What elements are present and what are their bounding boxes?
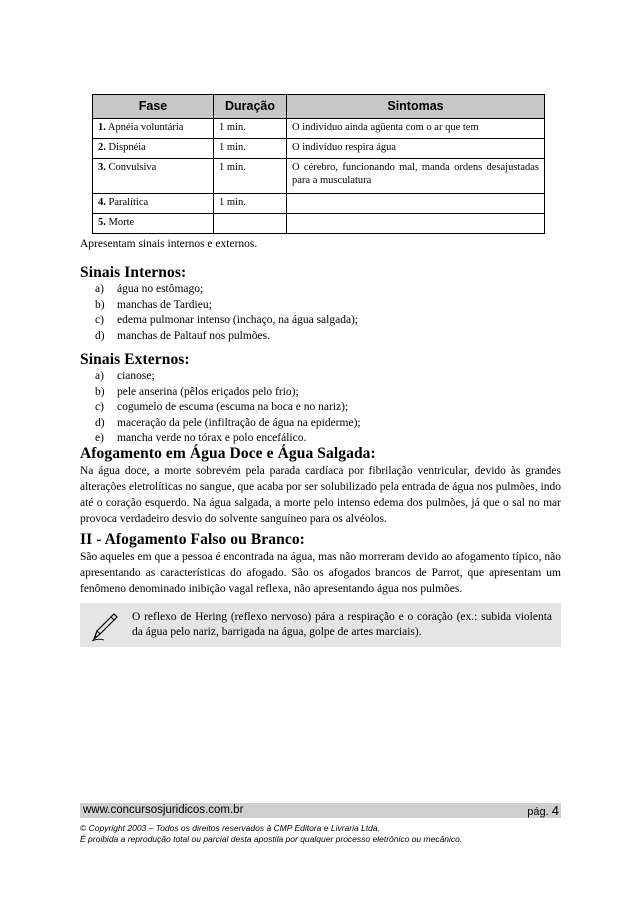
note-text: O reflexo de Hering (reflexo nervoso) pára a respiração e o coração (ex.: subida violenta da água pelo nariz, barrigada na água, golpe de artes marciais). bbox=[132, 611, 552, 638]
list-item: b) pele anserina (pêlos eriçados pelo frio); bbox=[95, 385, 299, 398]
duracao-cell: 1 min. bbox=[214, 119, 287, 139]
list-item: e) mancha verde no tórax e polo encefálico. bbox=[95, 432, 307, 444]
header-sintomas: Sintomas bbox=[287, 95, 545, 119]
header-duracao: Duração bbox=[214, 95, 287, 119]
pen-icon bbox=[88, 609, 122, 643]
footer-site-link[interactable]: www.concursosjuridicos.com.br bbox=[83, 804, 244, 816]
falso-paragraph: São aqueles em que a pessoa é encontrada na água, mas não morreram devido ao afogamento típico, não apresentando as características do afogado. São os afogados brancos de Parrot, que apresentam um fenômeno denominado inibição vagal reflexa, não apresentando água nos pulmões. bbox=[80, 551, 561, 595]
list-item: a) cianose; bbox=[95, 370, 155, 382]
duracao-cell: 1 min. bbox=[214, 194, 287, 214]
section-title-afogamento: Afogamento em Água Doce e Água Salgada: bbox=[80, 445, 376, 462]
sintomas-cell: O indivíduo ainda agüenta com o ar que tem bbox=[287, 119, 545, 139]
externos-list bbox=[95, 369, 361, 447]
header-fase: Fase bbox=[93, 95, 214, 119]
intro-text: Apresentam sinais internos e externos. bbox=[80, 238, 258, 250]
fase-cell: 5. Morte bbox=[93, 214, 214, 234]
phases-table bbox=[92, 94, 545, 234]
note-box bbox=[80, 603, 561, 647]
internos-list bbox=[95, 282, 358, 344]
table-row bbox=[93, 159, 545, 194]
table-row bbox=[93, 139, 545, 159]
copyright-text: © Copyright 2003 – Todos os direitos reservados à CMP Editora e Livraria Ltda. bbox=[80, 823, 380, 833]
reproduction-notice: É proibida a reprodução total ou parcial desta apostila por qualquer processo eletrônico ou mecânico. bbox=[80, 834, 463, 844]
list-item: c) edema pulmonar intenso (inchaço, na água salgada); bbox=[95, 314, 359, 326]
table-row bbox=[93, 119, 545, 139]
list-item: d) manchas de Paltauf nos pulmões. bbox=[95, 329, 270, 342]
fase-cell: 1. Apnéia voluntária bbox=[93, 119, 214, 139]
list-item: d) maceração da pele (infiltração de água na epiderme); bbox=[95, 416, 361, 429]
list-item: a) água no estômago; bbox=[95, 283, 204, 295]
duracao-cell: 1 min. bbox=[214, 139, 287, 159]
sintomas-cell bbox=[287, 194, 545, 214]
table-row bbox=[93, 194, 545, 214]
table-header-row bbox=[93, 95, 545, 119]
page-number: pág. 4 bbox=[527, 803, 559, 818]
duracao-cell bbox=[214, 214, 287, 234]
fase-cell: 2. Dispnéia bbox=[93, 139, 214, 159]
afogamento-paragraph: Na água doce, a morte sobrevém pela parada cardíaca por fibrilação ventricular, devido às grandes alterações eletrolíticas no sangue, que acaba por ser solubilizado pela entrada de água nos pulmões, indo até o coração esquerdo. Na água salgada, a morte pelo intenso edema dos pulmões, já que o sal no mar provoca verdadeiro desvio do solvente sanguíneo para os alvéolos. bbox=[80, 465, 561, 525]
list-item: c) cogumelo de escuma (escuma na boca e no nariz); bbox=[95, 401, 349, 413]
section-title-externos: Sinais Externos: bbox=[80, 351, 190, 368]
sintomas-cell: O cérebro, funcionando mal, manda ordens desajustadas para a musculatura bbox=[287, 159, 545, 194]
list-item: b) manchas de Tardieu; bbox=[95, 298, 212, 311]
fase-cell: 3. Convulsiva bbox=[93, 159, 214, 194]
sintomas-cell bbox=[287, 214, 545, 234]
duracao-cell: 1 min. bbox=[214, 159, 287, 194]
table-row bbox=[93, 214, 545, 234]
footer-bar bbox=[80, 803, 561, 818]
section-title-falso: II - Afogamento Falso ou Branco: bbox=[80, 531, 305, 548]
fase-cell: 4. Paralítica bbox=[93, 194, 214, 214]
sintomas-cell: O indivíduo respira água bbox=[287, 139, 545, 159]
section-title-internos: Sinais Internos: bbox=[80, 264, 187, 281]
